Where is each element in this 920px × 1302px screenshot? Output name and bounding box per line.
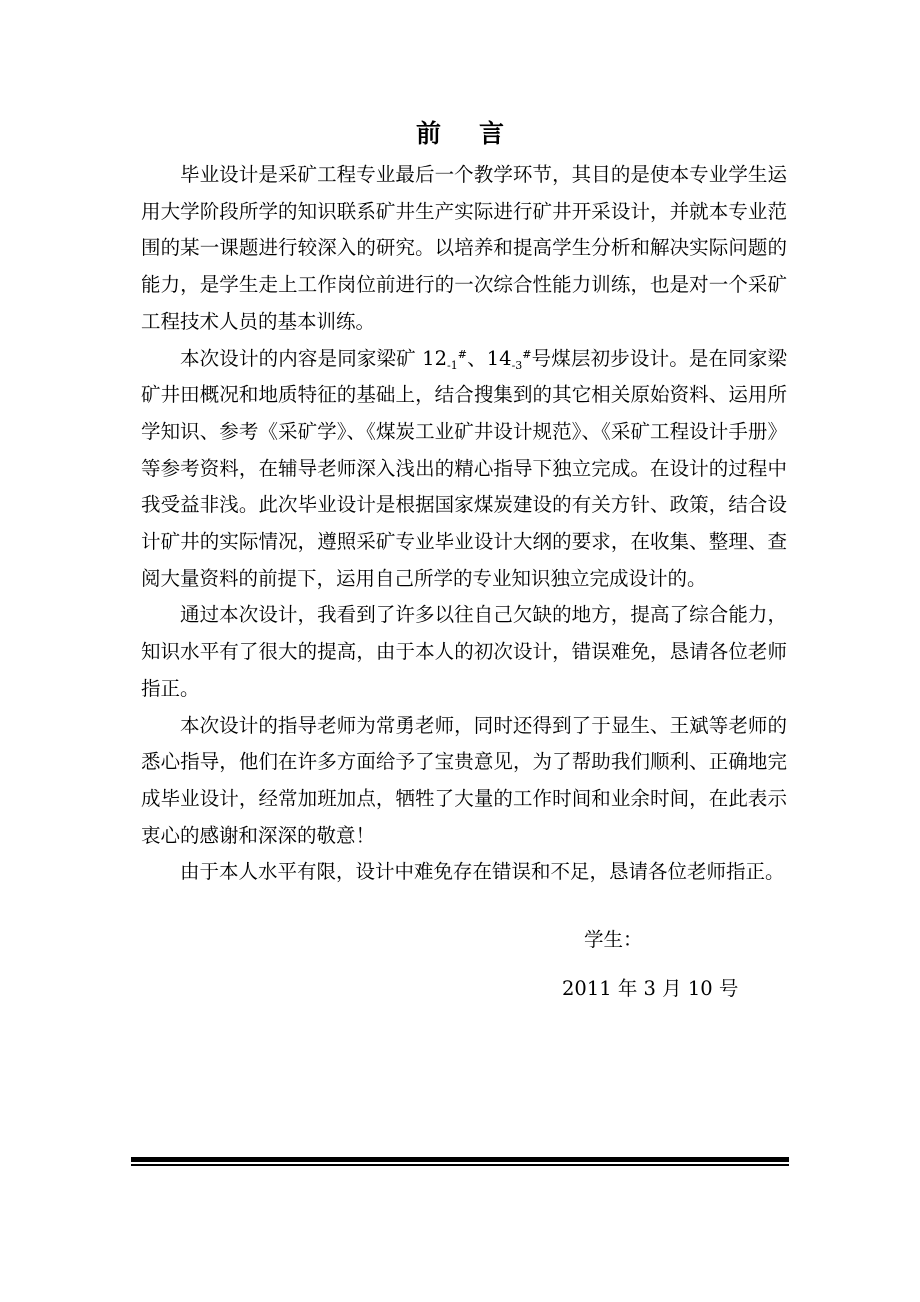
preface-body (141, 157, 787, 891)
page-title: 前言 (415, 119, 542, 148)
paragraph-acknowledgement: 本次设计的指导老师为常勇老师，同时还得到了于显生、王斌等老师的悉心指导，他们在许多方面给予了宝贵意见，为了帮助我们顺利、正确地完成毕业设计，经常加班加点，牺牲了大量的工作时间和业余时间，在此表示衷心的感谢和深深的敬意！ (141, 713, 787, 847)
seam-14-subscript: -3 (511, 358, 523, 372)
paragraph-purpose: 毕业设计是采矿工程专业最后一个教学环节，其目的是使本专业学生运用大学阶段所学的知识联系矿井生产实际进行矿井开采设计，并就本专业范围的某一课题进行较深入的研究。以培养和提高学生分析和解决实际问题的能力，是学生走上工作岗位前进行的一次综合性能力训练，也是对一个采矿工程技术人员的基本训练。 (141, 163, 787, 333)
design-content-lead: 本次设计的内容是同家梁矿 12 (180, 346, 447, 370)
seam-14-superscript: # (522, 347, 532, 361)
footer-rule-thin (131, 1164, 789, 1166)
seam-separator: 、14 (466, 346, 512, 370)
paragraph-reflection: 通过本次设计，我看到了许多以往自己欠缺的地方，提高了综合能力，知识水平有了很大的提高，由于本人的初次设计，错误难免，恳请各位老师指正。 (141, 603, 787, 700)
paragraph-closing: 由于本人水平有限，设计中难免存在错误和不足，恳请各位老师指正。 (180, 860, 785, 884)
student-signature-label: 学生： (584, 928, 643, 951)
seam-12-superscript: # (457, 347, 467, 361)
signature-date: 2011 年 3 月 10 号 (562, 977, 739, 1000)
paragraph-design-content (141, 341, 787, 598)
footer-rule-thick (131, 1157, 789, 1162)
seam-12-subscript: -1 (447, 358, 458, 372)
design-content-rest: 号煤层初步设计。是在同家梁矿井田概况和地质特征的基础上，结合搜集到的其它相关原始资料、运用所学知识、参考《采矿学》、《煤炭工业矿井设计规范》、《采矿工程设计手册》等参考资料，在辅导老师深入浅出的精心指导下独立完成。在设计的过程中我受益非浅。此次毕业设计是根据国家煤炭建设的有关方针、政策，结合设计矿井的实际情况，遵照采矿专业毕业设计大纲的要求，在收集、整理、查阅大量资料的前提下，运用自己所学的专业知识独立完成设计的。 (141, 346, 787, 590)
